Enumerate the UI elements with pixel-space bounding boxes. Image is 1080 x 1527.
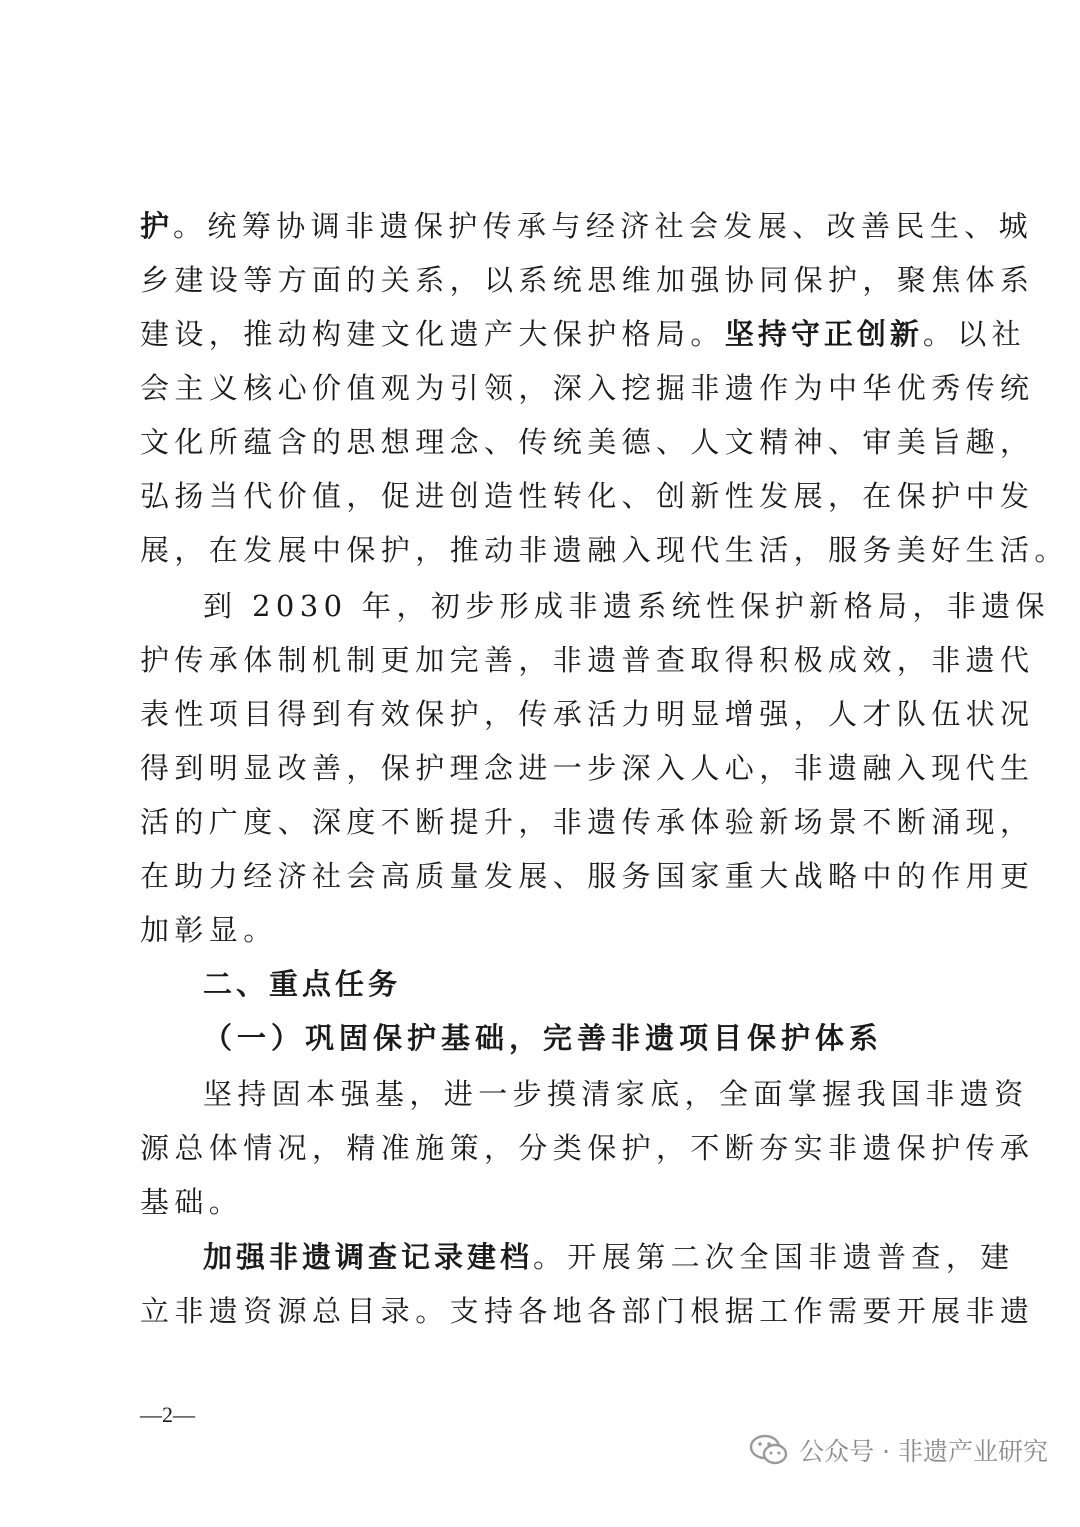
paragraph-line: 源总体情况，精准施策，分类保护，不断夯实非遗保护传承 bbox=[140, 1131, 1035, 1165]
bold-keyword: 加强非遗调查记录建档 bbox=[203, 1240, 534, 1274]
paragraph-line: 会主义核心价值观为引领，深入挖掘非遗作为中华优秀传统 bbox=[140, 371, 1035, 405]
paragraph-line bbox=[203, 1237, 1015, 1277]
page-number: —2— bbox=[140, 1402, 195, 1427]
line-text: 。开展第二次全国非遗普查，建 bbox=[533, 1240, 1015, 1274]
watermark bbox=[749, 1428, 1048, 1472]
paragraph-line: 立非遗资源总目录。支持各地各部门根据工作需要开展非遗 bbox=[140, 1294, 1035, 1328]
paragraph-line: 护传承体制机制更加完善，非遗普查取得积极成效，非遗代 bbox=[140, 643, 1035, 677]
paragraph-line: 文化所蕴含的思想理念、传统美德、人文精神、审美旨趣， bbox=[140, 425, 1035, 459]
paragraph-line: 弘扬当代价值，促进创造性转化、创新性发展，在保护中发 bbox=[140, 479, 1035, 513]
bold-keyword: 坚持守正创新 bbox=[724, 317, 923, 351]
section-heading: 二、重点任务 bbox=[203, 967, 402, 1001]
subsection-heading: （一）巩固保护基础，完善非遗项目保护体系 bbox=[203, 1021, 884, 1055]
paragraph-line: 得到明显改善，保护理念进一步深入人心，非遗融入现代生 bbox=[140, 751, 1035, 785]
paragraph-line: 基础。 bbox=[140, 1185, 244, 1219]
paragraph-line: 展，在发展中保护，推动非遗融入现代生活，服务美好生活。 bbox=[140, 533, 1069, 567]
paragraph-line: 活的广度、深度不断提升，非遗传承体验新场景不断涌现， bbox=[140, 805, 1035, 839]
paragraph-line bbox=[140, 206, 1034, 246]
watermark-text: 公众号 · 非遗产业研究 bbox=[799, 1437, 1048, 1466]
paragraph-line: 坚持固本强基，进一步摸清家底，全面掌握我国非遗资 bbox=[203, 1077, 1029, 1111]
line-text: 。统筹协调非遗保护传承与经济社会发展、改善民生、城 bbox=[173, 209, 1034, 243]
line-text: 。以社 bbox=[922, 317, 1027, 351]
line-text: 建设，推动构建文化遗产大保护格局。 bbox=[140, 317, 725, 351]
paragraph-line bbox=[140, 314, 1027, 354]
paragraph-line: 在助力经济社会高质量发展、服务国家重大战略中的作用更 bbox=[140, 859, 1035, 893]
bold-keyword: 护 bbox=[140, 209, 174, 243]
paragraph-line: 加彰显。 bbox=[140, 913, 278, 947]
paragraph-line: 表性项目得到有效保护，传承活力明显增强，人才队伍状况 bbox=[140, 697, 1035, 731]
paragraph-line: 到 2030 年，初步形成非遗系统性保护新格局，非遗保 bbox=[203, 589, 1051, 623]
paragraph-line: 乡建设等方面的关系，以系统思维加强协同保护，聚焦体系 bbox=[140, 263, 1035, 297]
wechat-official-account-icon bbox=[749, 1433, 789, 1467]
